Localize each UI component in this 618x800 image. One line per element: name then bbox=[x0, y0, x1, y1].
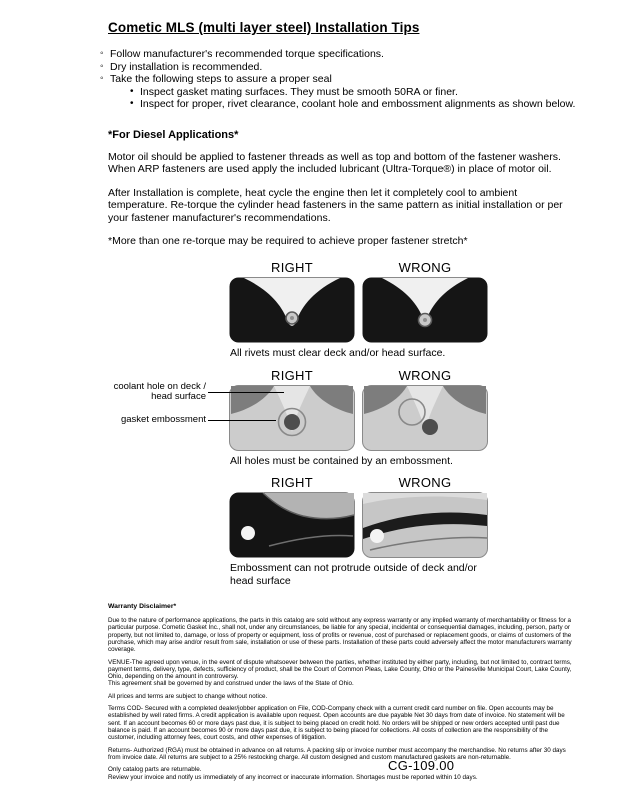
rivets-caption: All rivets must clear deck and/or head surface. bbox=[230, 347, 446, 360]
rivet-wrong-image bbox=[361, 277, 489, 343]
figure-row-embossment bbox=[228, 475, 490, 558]
tips-list bbox=[100, 48, 588, 86]
tip-item: ◦ Take the following steps to assure a proper seal bbox=[100, 73, 588, 86]
diesel-paragraph-2: After Installation is complete, heat cycle the engine then let it completely cool to ambient temperature. Re-torque the cylinder head fasteners in the same pattern as initial installation or per your fastener manufacturer's recommendations. bbox=[108, 186, 563, 224]
tip-item: ◦ Follow manufacturer's recommended torque specifications. bbox=[100, 48, 588, 61]
right-label: RIGHT bbox=[271, 260, 313, 276]
right-label: RIGHT bbox=[271, 367, 313, 383]
embossment-right-image bbox=[228, 492, 356, 558]
wrong-label: WRONG bbox=[398, 260, 452, 276]
figure-rivets-wrong bbox=[361, 260, 489, 343]
rivet-right-image bbox=[228, 277, 356, 343]
warranty-heading: Warranty Disclaimer* bbox=[108, 603, 177, 611]
embossment-wrong-image bbox=[361, 492, 489, 558]
warranty-paragraph: Review your invoice and notify us immediately of any incorrect or inaccurate information. Shortages must be reported within 10 days. bbox=[108, 774, 478, 782]
page-title: Cometic MLS (multi layer steel) Installation Tips bbox=[108, 20, 420, 35]
figure-rivets-right bbox=[228, 260, 356, 343]
warranty-paragraph: VENUE-The agreed upon venue, in the event of dispute whatsoever between the parties, whether instituted by either party, including, but not limited to, contract terms, payment terms, delivery, type, defects, sufficiency of product, shall be the Court of Common Pleas, Lake County, Ohio or the Painesville Municipal Court, Lake County, Ohio, depending on the amount in controversy. bbox=[108, 658, 572, 681]
warranty-paragraph: This agreement shall be governed by and construed under the laws of the State of Ohio. bbox=[108, 680, 354, 688]
figure-holes-wrong bbox=[361, 368, 489, 451]
warranty-paragraph: Returns- Authorized (RGA) must be obtained in advance on all returns. A packing slip or invoice number must accompany the merchandise. No returns after 30 days from invoice date. All returns are subject to a 25% restocking charge. All custom designed and custom manufactured gaskets are non-returnable. bbox=[108, 746, 566, 761]
holes-caption: All holes must be contained by an embossment. bbox=[230, 454, 453, 467]
callout-line-coolant bbox=[208, 392, 284, 393]
callout-coolant-hole: coolant hole on deck / head surface bbox=[113, 380, 206, 403]
diesel-paragraph-1: Motor oil should be applied to fastener threads as well as top and bottom of the fastener washers. When ARP fasteners are used apply the included lubricant (Ultra-Torque®) in place of motor oil. bbox=[108, 150, 561, 176]
warranty-paragraph: Terms COD- Secured with a completed dealer/jobber application on File, COD-Company check with a current credit card number on file. Open accounts may be established by well rated firms. A credit application is available upon request. Open accounts are due payable Net 30 days from date of invoice. No statement will be sent. If an account becomes 60 or more days past due, it is subject to being placed on credit hold. No orders will be shipped or new orders accepted until past due balance is paid. If an account becomes 90 or more days past due, it is subject to being placed for collections. All costs of collection are the responsibility of the customer, including attorney fees, court costs, and other expenses of litigation. bbox=[108, 705, 565, 742]
warranty-section bbox=[108, 603, 576, 782]
wrong-label: WRONG bbox=[398, 475, 452, 491]
holes-wrong-image bbox=[361, 385, 489, 451]
embossment-caption: Embossment can not protrude outside of deck and/or head surface bbox=[230, 562, 477, 587]
tip-sub-item: • Inspect gasket mating surfaces. They must be smooth 50RA or finer. bbox=[130, 86, 588, 99]
tips-sub-list bbox=[130, 86, 588, 111]
figure-row-holes bbox=[113, 367, 490, 451]
tip-sub-item: • Inspect for proper, rivet clearance, coolant hole and embossment alignments as shown below. bbox=[130, 98, 588, 111]
warranty-paragraph: Due to the nature of performance applications, the parts in this catalog are sold without any express warranty or any implied warranty of merchantability or fitness for a particular purpose. Cometic Gasket Inc., shall not, under any circumstances, be liable for any special, incidental or consequential damages, including, person, party or property, but not limited to, damage, or loss of property or equipment, loss of profits or revenue, cost of purchased or replacement goods, or claims of customers of the purchase, which may arise and/or result from sale, installation or use of these parts. Installation of these parts could adversely affect the motor manufacturers warranty coverage. bbox=[108, 617, 572, 654]
wrong-label: WRONG bbox=[398, 367, 452, 383]
figure-row-rivets bbox=[228, 260, 490, 343]
figure-holes-right bbox=[228, 368, 356, 451]
holes-right-image bbox=[228, 385, 356, 451]
callout-gasket-embossment: gasket embossment bbox=[120, 413, 206, 425]
callout-line-embossment bbox=[208, 420, 276, 421]
warranty-paragraph: All prices and terms are subject to change without notice. bbox=[108, 692, 268, 700]
tip-item: ◦ Dry installation is recommended. bbox=[100, 61, 588, 74]
right-label: RIGHT bbox=[271, 475, 313, 491]
warranty-paragraph: Only catalog parts are returnable. bbox=[108, 766, 202, 774]
diesel-applications-heading: *For Diesel Applications* bbox=[108, 128, 239, 141]
figure-embossment-right bbox=[228, 475, 356, 558]
catalog-page-code: CG-109.00 bbox=[388, 758, 455, 773]
retorque-note: *More than one re-torque may be required to achieve proper fastener stretch* bbox=[108, 235, 468, 248]
figure-embossment-wrong bbox=[361, 475, 489, 558]
figures-section bbox=[113, 260, 490, 587]
